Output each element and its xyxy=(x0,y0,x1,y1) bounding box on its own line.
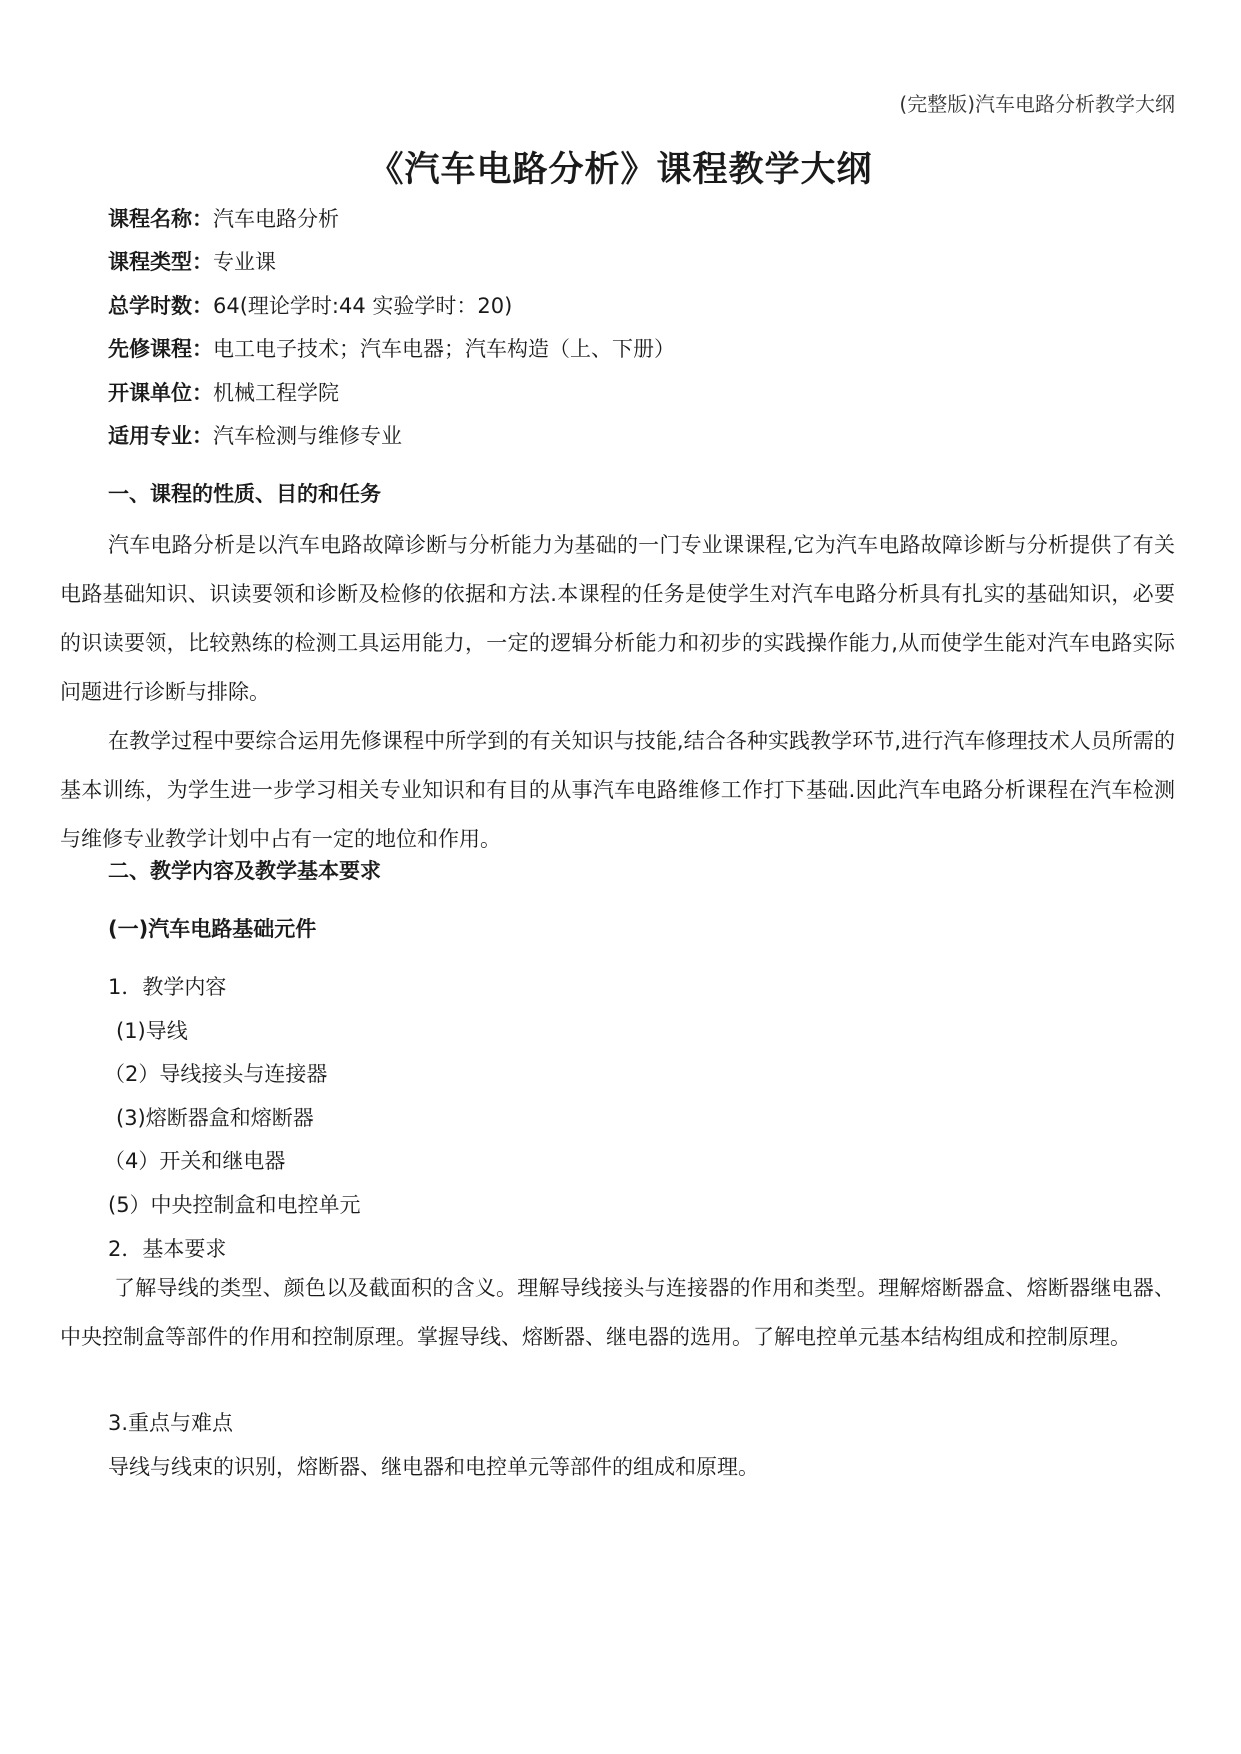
list-item: （2）导线接头与连接器 xyxy=(104,1062,328,1086)
teaching-content-heading: 1．教学内容 xyxy=(108,975,227,999)
section-1-paragraph-2: 在教学过程中要综合运用先修课程中所学到的有关知识与技能,结合各种实践教学环节,进行汽车修理技术人员所需的基本训练，为学生进一步学习相关专业知识和有目的从事汽车电路维修工作打下基础.因此汽车电路分析课程在汽车检测与维修专业教学计划中占有一定的地位和作用。 xyxy=(60,729,1175,851)
requirements-paragraph: 了解导线的类型、颜色以及截面积的含义。理解导线接头与连接器的作用和类型。理解熔断器盒、熔断器继电器、中央控制盒等部件的作用和控制原理。掌握导线、熔断器、继电器的选用。了解电控单元基本结构组成和控制原理。 xyxy=(60,1276,1175,1349)
prerequisites-row xyxy=(108,333,675,363)
major-row xyxy=(108,420,402,450)
course-type-row xyxy=(108,246,276,276)
major-value: 汽车检测与维修专业 xyxy=(213,424,402,448)
keypoints-text: 导线与线束的识别，熔断器、继电器和电控单元等部件的组成和原理。 xyxy=(108,1455,759,1479)
prerequisites-label: 先修课程： xyxy=(108,337,213,361)
list-item: (5）中央控制盒和电控单元 xyxy=(108,1193,361,1217)
total-hours-value: 64(理论学时:44 实验学时：20) xyxy=(213,294,513,318)
requirements-heading: 2．基本要求 xyxy=(108,1237,227,1261)
prerequisites-value: 电工电子技术；汽车电器；汽车构造（上、下册） xyxy=(213,337,675,361)
section-1-heading: 一、课程的性质、目的和任务 xyxy=(108,482,381,506)
course-name-value: 汽车电路分析 xyxy=(213,207,339,231)
total-hours-label: 总学时数： xyxy=(108,294,213,318)
list-item: （4）开关和继电器 xyxy=(104,1149,286,1173)
course-type-value: 专业课 xyxy=(213,250,276,274)
subsection-heading: (一)汽车电路基础元件 xyxy=(108,917,317,941)
section-2-heading: 二、教学内容及教学基本要求 xyxy=(108,859,381,883)
course-name-label: 课程名称： xyxy=(108,207,213,231)
keypoints-heading: 3.重点与难点 xyxy=(108,1411,234,1435)
section-1-paragraph-1: 汽车电路分析是以汽车电路故障诊断与分析能力为基础的一门专业课课程,它为汽车电路故障诊断与分析提供了有关电路基础知识、识读要领和诊断及检修的依据和方法.本课程的任务是使学生对汽车电路分析具有扎实的基础知识，必要的识读要领，比较熟练的检测工具运用能力，一定的逻辑分析能力和初步的实践操作能力,从而使学生能对汽车电路实际问题进行诊断与排除。 xyxy=(60,533,1175,704)
running-header: (完整版)汽车电路分析教学大纲 xyxy=(899,92,1175,116)
course-type-label: 课程类型： xyxy=(108,250,213,274)
list-item: (3)熔断器盒和熔断器 xyxy=(116,1106,314,1130)
list-item: (1)导线 xyxy=(116,1019,188,1043)
document-title: 《汽车电路分析》课程教学大纲 xyxy=(368,150,873,190)
department-label: 开课单位： xyxy=(108,381,213,405)
department-row xyxy=(108,377,339,407)
department-value: 机械工程学院 xyxy=(213,381,339,405)
course-name-row xyxy=(108,203,339,233)
major-label: 适用专业： xyxy=(108,424,213,448)
total-hours-row xyxy=(108,290,512,320)
